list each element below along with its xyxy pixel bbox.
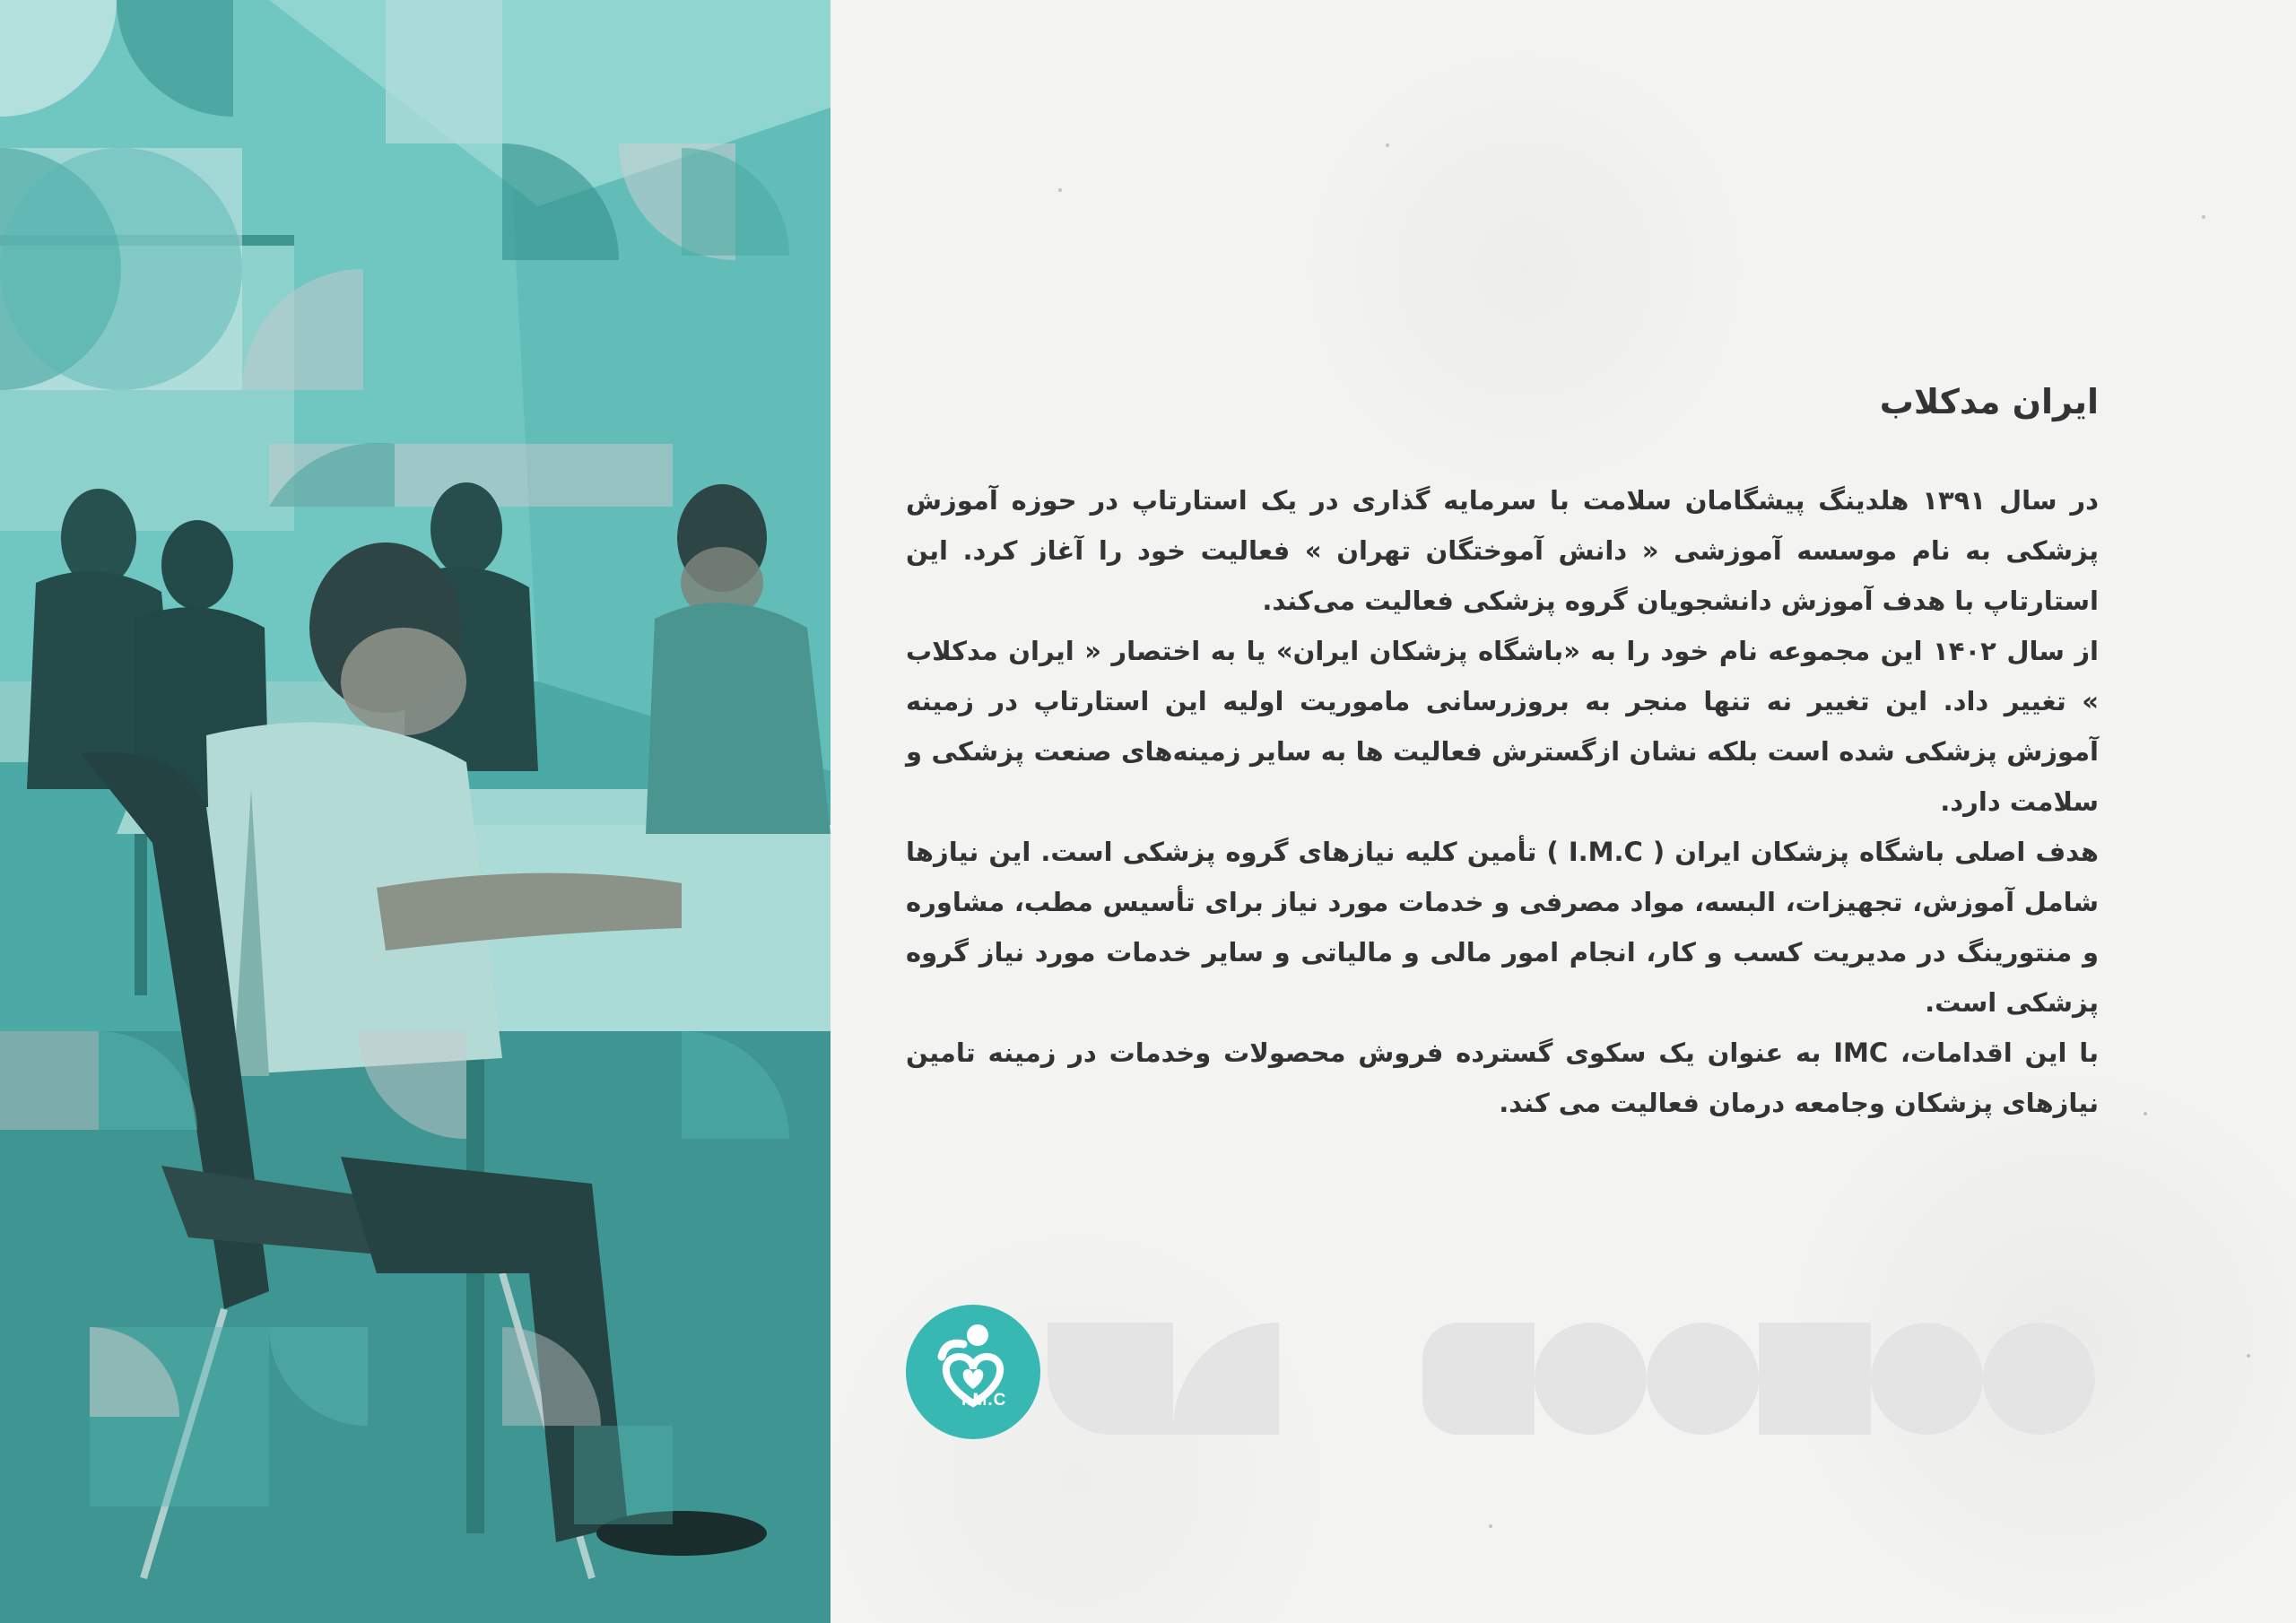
logo-text: I.M.C	[961, 1391, 1007, 1410]
paper-speckle	[2144, 1112, 2147, 1115]
article-paragraph-2: از سال ۱۴۰۲ این مجموعه نام خود را به «باشگاه پزشکان ایران» یا به اختصار « ایران مدکلاب » تغییر داد. این تغییر نه تنها منجر به بروزرسانی ماموریت اولیه این استارتاپ در زمینه آموزش پزشکی شده است بلکه نشان ازگسترش فعالیت ها به سایر زمینه‌های صنعت پزشکی و سلامت دارد.	[906, 636, 2099, 817]
heart-person-icon	[906, 1305, 1040, 1439]
article-paragraph-4: با این اقدامات، IMC به عنوان یک سکوی گسترده فروش محصولات وخدمات در زمینه تامین نیازهای پزشکان وجامعه درمان فعالیت می کند.	[906, 1037, 2099, 1118]
paper-speckle	[1058, 188, 1062, 192]
paper-speckle	[1386, 143, 1389, 147]
classroom-photo-illustration	[0, 0, 831, 1623]
imc-logo	[906, 1305, 1040, 1439]
paper-speckle	[2247, 1354, 2250, 1358]
paper-speckle	[1489, 1524, 1492, 1528]
decor-shape	[1048, 1323, 1110, 1435]
decor-shape	[1422, 1323, 1535, 1435]
article-paragraph-3: هدف اصلی باشگاه پزشکان ایران ( I.M.C ) تأمین کلیه نیازهای گروه پزشکی است. این نیازها شامل آموزش، تجهیزات، البسه، مواد مصرفی و خدمات مورد نیاز برای تأسیس مطب، مشاوره و منتورینگ در مدیریت کسب و کار، انجام امور مالی و مالیاتی و سایر خدمات مورد نیاز گروه پزشکی است.	[906, 837, 2099, 1018]
classroom-photo-panel	[0, 0, 831, 1623]
article-title: ایران مدکلاب	[1879, 382, 2099, 421]
paper-speckle	[2202, 215, 2205, 219]
footer-decoration	[906, 1305, 2099, 1439]
article-paragraph-1: در سال ۱۳۹۱ هلدینگ پیشگامان سلامت با سرمایه گذاری در یک استارتاپ در حوزه آموزش پزشکی به نام موسسه آموزشی « دانش آموختگان تهران » فعالیت خود را آغاز کرد. این استارتاپ با هدف آموزش دانشجویان گروه پزشکی فعالیت می‌کند.	[906, 485, 2100, 616]
decor-shape	[1983, 1323, 2095, 1435]
decor-shape	[1173, 1323, 1279, 1435]
decor-shape	[1535, 1323, 1647, 1435]
decor-shape	[1647, 1323, 1759, 1435]
decor-shape	[1871, 1323, 1983, 1435]
article-body	[906, 375, 2099, 1128]
decor-shape	[1759, 1323, 1871, 1435]
decor-shape	[1110, 1323, 1173, 1435]
